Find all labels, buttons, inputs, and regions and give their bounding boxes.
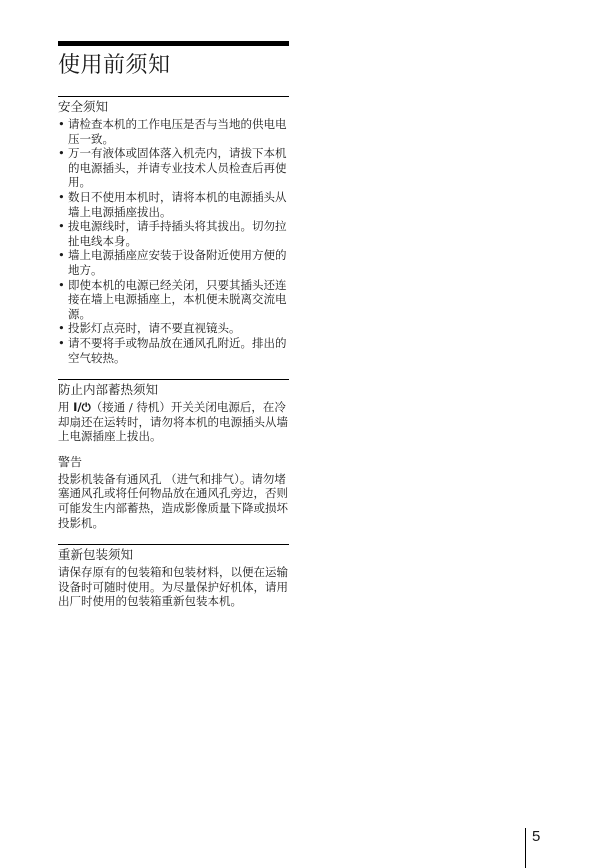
list-item [58, 248, 289, 277]
page-number: 5 [532, 828, 541, 845]
list-item-text: 拔电源线时，请手持插头将其拔出。切勿拉扯电线本身。 [68, 219, 287, 248]
heat-para-suffix: （接通 / 待机）开关关闭电源后，在冷却扇还在运转时，请勿将本机的电源插头从墙上电源插座上拔出。 [58, 400, 288, 444]
list-item-text: 墙上电源插座应安装于设备附近使用方便的地方。 [68, 248, 287, 277]
power-standby-icon: I/⏻ [73, 400, 91, 415]
bullet-icon: • [58, 335, 65, 350]
bullet-icon: • [58, 277, 65, 292]
bullet-icon: • [58, 189, 65, 204]
bullet-icon: • [58, 117, 65, 131]
safety-list [58, 117, 289, 365]
repack-section [58, 544, 289, 609]
list-item [58, 146, 289, 190]
bullet-icon: • [58, 321, 65, 336]
list-item [58, 117, 289, 146]
list-item-text: 投影灯点亮时，请不要直视镜头。 [68, 321, 241, 336]
safety-section [58, 96, 289, 365]
list-item-text: 万一有液体或固体落入机壳内，请拔下本机的电源插头，并请专业技术人员检查后再使用。 [68, 146, 287, 190]
repack-heading: 重新包装须知 [58, 547, 134, 563]
title-bar [58, 41, 289, 46]
list-item [58, 190, 289, 219]
content-column [58, 41, 289, 609]
list-item [58, 219, 289, 248]
heat-section [58, 379, 289, 530]
safety-heading: 安全须知 [58, 99, 109, 114]
list-item-text: 请检查本机的工作电压是否与当地的供电电压一致。 [68, 117, 287, 146]
page-title: 使用前须知 [58, 53, 171, 78]
heat-para-prefix: 用 [58, 400, 74, 415]
warning-paragraph: 投影机装备有通风孔 （进气和排气）。请勿堵塞通风孔或将任何物品放在通风孔旁边，否则可能发生内部蓄热，造成影像质量下降或损坏投影机。 [58, 471, 288, 530]
bullet-icon: • [58, 146, 65, 161]
list-item [58, 278, 289, 322]
repack-paragraph: 请保存原有的包装箱和包装材料，以便在运输设备时可随时使用。为尽量保护好机体，请用出厂时使用的包装箱重新包装本机。 [58, 565, 288, 609]
warning-heading: 警告 [58, 454, 83, 469]
heat-heading: 防止内部蓄热须知 [58, 382, 159, 398]
list-item [58, 321, 289, 336]
heat-paragraph [58, 400, 289, 444]
list-item-text: 数日不使用本机时，请将本机的电源插头从墙上电源插座拔出。 [68, 189, 287, 219]
bullet-icon: • [58, 219, 65, 234]
list-item-text: 即使本机的电源已经关闭，只要其插头还连接在墙上电源插座上，本机便未脱离交流电源。 [68, 277, 287, 321]
list-item [58, 336, 289, 365]
list-item-text: 请不要将手或物品放在通风孔附近。排出的空气较热。 [68, 335, 287, 365]
page-number-rule [525, 828, 526, 868]
bullet-icon: • [58, 248, 65, 263]
